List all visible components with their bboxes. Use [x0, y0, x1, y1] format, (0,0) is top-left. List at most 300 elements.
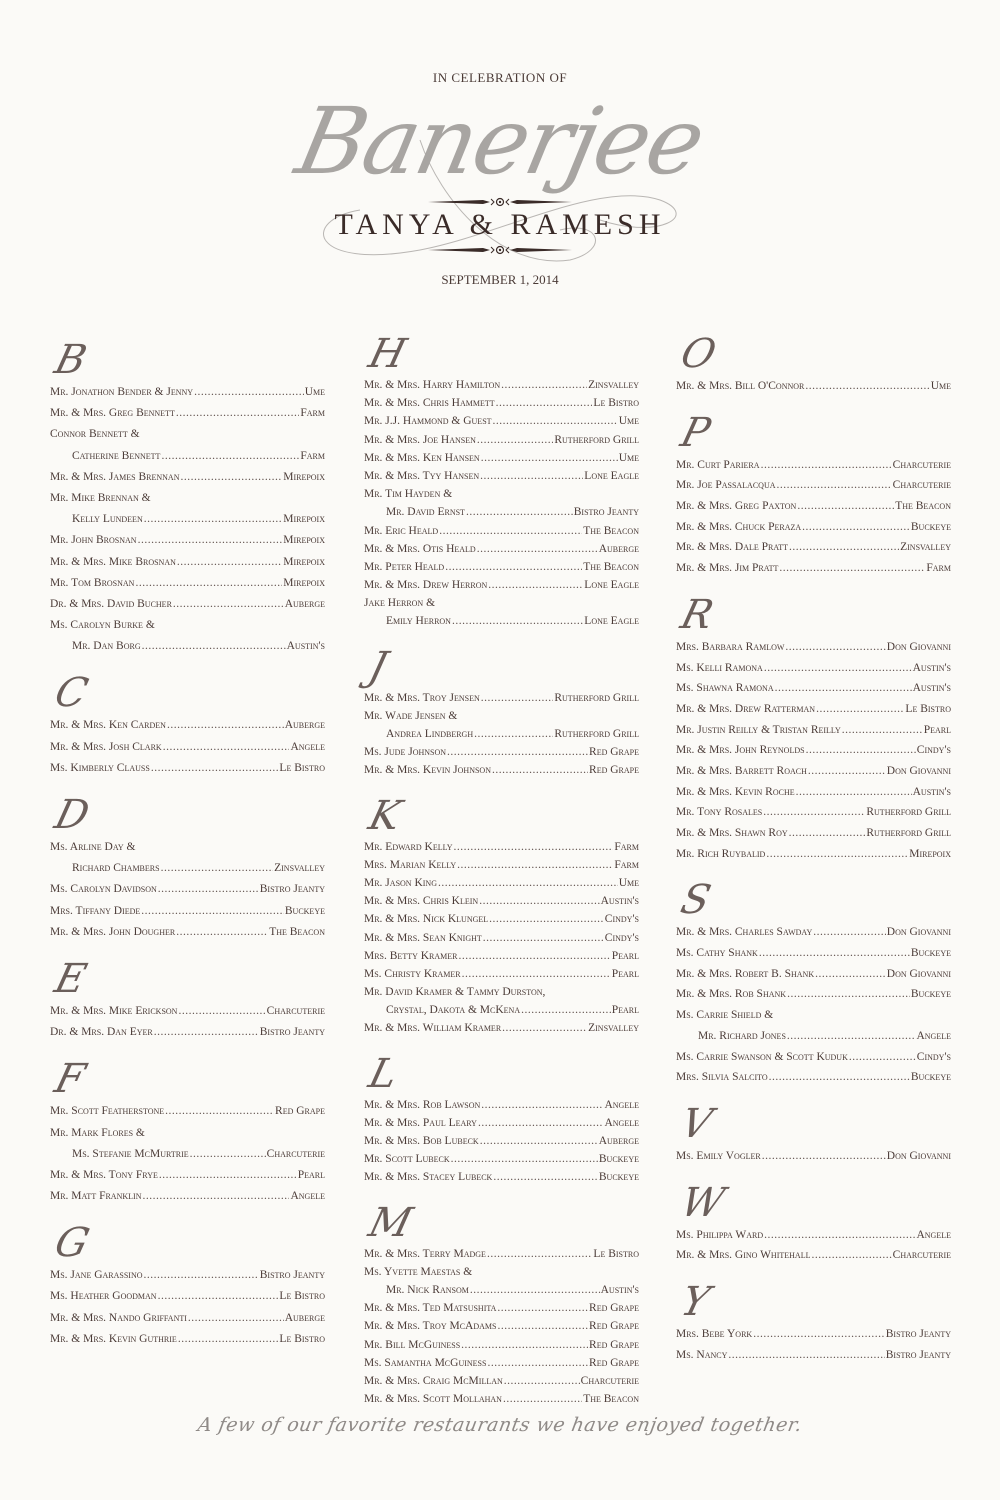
alpha-section — [676, 1181, 951, 1266]
guest-row — [50, 901, 325, 922]
guest-row — [364, 929, 639, 947]
guest-name: Mr. & Mrs. Robert B. Shank — [676, 967, 815, 980]
dot-leader — [759, 943, 910, 964]
section-initial-monogram: V — [676, 1100, 717, 1147]
dot-leader — [489, 910, 604, 928]
table-restaurant-name: Ume — [930, 380, 951, 392]
dot-leader — [501, 376, 587, 394]
table-restaurant-name: Cindy's — [916, 1050, 951, 1063]
dot-leader — [796, 782, 912, 803]
guest-row — [364, 707, 639, 725]
table-restaurant-name: Le Bistro — [593, 1247, 639, 1260]
table-restaurant-name: Angele — [916, 1029, 951, 1042]
guest-name: Mr. & Mrs. Joe Hansen — [364, 433, 476, 446]
guest-row — [50, 1101, 325, 1122]
table-restaurant-name: Zinsvalley — [588, 1022, 639, 1035]
guest-name: Mr. Tony Rosales — [676, 806, 763, 819]
table-restaurant-name: Don Giovanni — [886, 967, 951, 980]
guest-row — [676, 455, 951, 476]
dot-leader — [462, 965, 611, 983]
guest-row — [50, 573, 325, 594]
table-restaurant-name: Le Bistro — [593, 397, 639, 410]
guest-name: Mr. & Mrs. Rob Shank — [676, 988, 787, 1001]
guest-row — [676, 761, 951, 782]
guest-row — [676, 984, 951, 1005]
guest-row — [364, 983, 639, 1001]
guest-row — [676, 678, 951, 699]
guest-row — [364, 576, 639, 594]
guest-row — [676, 1324, 951, 1345]
celebration-heading: IN CELEBRATION OF — [432, 70, 568, 85]
guest-row — [364, 910, 639, 928]
dot-leader — [761, 455, 892, 476]
guest-row — [364, 522, 639, 540]
table-restaurant-name: Buckeye — [910, 947, 951, 960]
guest-row — [364, 376, 639, 394]
alpha-section — [364, 332, 639, 631]
dot-leader — [447, 743, 588, 761]
dot-leader — [478, 1114, 604, 1132]
dot-leader — [438, 874, 618, 892]
table-restaurant-name: Ume — [304, 386, 325, 398]
guest-name: Mrs. Marian Kelly — [364, 858, 457, 871]
guest-row — [364, 449, 639, 467]
dot-leader — [481, 689, 554, 707]
dot-leader — [141, 901, 284, 922]
guest-name: Ms. Stefanie McMurtrie — [72, 1147, 189, 1160]
guest-name: Mr. Bill McGuiness — [364, 1338, 461, 1351]
guest-name: Dr. & Mrs. David Bucher — [50, 597, 172, 610]
guest-row — [50, 1022, 325, 1043]
guest-name: Mr. & Mrs. Tony Frye — [50, 1168, 158, 1181]
dot-leader — [178, 1329, 279, 1350]
dot-leader — [802, 517, 910, 538]
dot-leader — [144, 509, 282, 530]
table-restaurant-name: Cindy's — [604, 913, 639, 926]
guest-row — [676, 1005, 951, 1026]
guest-name: Mr. & Mrs. Bill O'Connor — [676, 380, 805, 392]
dot-leader — [813, 922, 886, 943]
guest-row — [50, 552, 325, 573]
guest-row — [676, 1026, 951, 1047]
guest-row — [364, 540, 639, 558]
table-restaurant-name: Mirepoix — [909, 847, 951, 860]
guest-row — [364, 558, 639, 576]
table-restaurant-name: Buckeye — [910, 520, 951, 533]
table-restaurant-name: Austin's — [600, 895, 639, 908]
dot-leader — [477, 540, 598, 558]
table-restaurant-name: Farm — [300, 407, 325, 420]
guest-name: Kelly Lundeen — [72, 513, 143, 526]
dot-leader — [163, 737, 290, 758]
table-restaurant-name: Auberge — [284, 1311, 325, 1324]
guest-name: Mr. & Mrs. Mike Erickson — [50, 1004, 178, 1017]
table-restaurant-name: Angele — [290, 740, 325, 753]
guest-row — [364, 412, 639, 430]
table-restaurant-name: Zinsvalley — [274, 862, 325, 875]
dot-leader — [138, 530, 283, 551]
dot-leader — [477, 431, 553, 449]
guest-name: Ms. Christy Kramer — [364, 967, 461, 980]
dot-leader — [789, 823, 866, 844]
table-restaurant-name: Mirepoix — [283, 534, 325, 547]
guest-name: Mr. David Kramer & Tammy Durston, — [364, 986, 546, 999]
table-restaurant-name: Le Bistro — [905, 702, 951, 715]
guest-row — [50, 382, 325, 403]
table-restaurant-name: Charcuterie — [892, 479, 951, 492]
seating-column-3 — [676, 332, 951, 1379]
guest-name: Mr. & Mrs. Chris Klein — [364, 895, 479, 908]
guest-row — [364, 467, 639, 485]
dot-leader — [797, 496, 894, 517]
seating-column-2 — [364, 332, 639, 1422]
guest-name: Ms. Yvette Maestas & — [364, 1265, 473, 1278]
guest-name: Ms. Kelli Ramona — [676, 661, 763, 674]
table-restaurant-name: The Beacon — [583, 560, 639, 573]
guest-name: Ms. Heather Goodman — [50, 1290, 157, 1303]
guest-name: Mr. & Mrs. Ken Carden — [50, 719, 166, 732]
guest-row — [676, 964, 951, 985]
guest-name: Mr. & Mrs. Greg Bennett — [50, 407, 175, 420]
guest-row — [50, 615, 325, 636]
table-restaurant-name: Auberge — [284, 719, 325, 732]
table-restaurant-name: Austin's — [600, 1283, 639, 1296]
guest-name: Ms. Arline Day & — [50, 841, 136, 853]
guest-row — [676, 720, 951, 741]
guest-row — [364, 965, 639, 983]
guest-row — [364, 431, 639, 449]
guest-name: Mrs. Betty Kramer — [364, 949, 458, 962]
table-restaurant-name: Le Bistro — [279, 1332, 325, 1345]
guest-row — [364, 947, 639, 965]
guest-name: Mr. & Mrs. Mike Brosnan — [50, 555, 176, 568]
dot-leader — [173, 594, 284, 615]
table-restaurant-name: Lone Eagle — [584, 615, 639, 628]
section-initial-monogram: C — [50, 670, 93, 717]
table-restaurant-name: Rutherford Grill — [866, 806, 951, 819]
dot-leader — [487, 1354, 588, 1372]
table-restaurant-name: Bistro Jeanty — [259, 1269, 325, 1282]
dot-leader — [785, 637, 885, 658]
guest-row — [50, 1001, 325, 1022]
header — [0, 0, 1000, 300]
dot-leader — [180, 467, 282, 488]
guest-row — [364, 1150, 639, 1168]
guest-name: Mr. & Mrs. Gino Whitehall — [676, 1249, 811, 1262]
table-restaurant-name: Charcuterie — [580, 1374, 639, 1387]
dot-leader — [787, 1026, 916, 1047]
guest-name: Mr. Dan Borg — [72, 640, 141, 653]
dot-leader — [470, 1281, 600, 1299]
guest-row — [50, 467, 325, 488]
table-restaurant-name: The Beacon — [895, 500, 951, 513]
guest-row — [364, 1372, 639, 1390]
guest-row — [676, 823, 951, 844]
table-restaurant-name: The Beacon — [583, 524, 639, 537]
table-restaurant-name: Bistro Jeanty — [259, 1026, 325, 1039]
guest-row — [364, 1390, 639, 1408]
dot-leader — [161, 858, 274, 879]
guest-name: Mr. Jonathon Bender & Jenny — [50, 386, 194, 398]
top-divider-ornament-icon — [428, 196, 572, 208]
table-restaurant-name: Bistro Jeanty — [885, 1348, 951, 1361]
dot-leader — [769, 1067, 910, 1088]
dot-leader — [167, 715, 284, 736]
guest-row — [676, 699, 951, 720]
guest-row — [676, 1146, 951, 1167]
guest-row — [676, 782, 951, 803]
dot-leader — [452, 612, 583, 630]
dot-leader — [497, 1317, 588, 1335]
table-restaurant-name: Farm — [614, 840, 639, 853]
guest-row — [50, 594, 325, 615]
guest-row — [364, 1299, 639, 1317]
dot-leader — [753, 1324, 885, 1345]
couple-names: TANYA & RAMESH — [334, 208, 666, 241]
guest-row — [364, 874, 639, 892]
guest-name: Ms. Cathy Shank — [676, 947, 758, 960]
guest-row — [364, 725, 639, 743]
guest-name: Mrs. Silvia Salcito — [676, 1071, 768, 1084]
guest-row — [50, 737, 325, 758]
guest-name: Andrea Lindbergh — [386, 728, 474, 740]
guest-name: Ms. Shawna Ramona — [676, 682, 774, 695]
guest-name: Mrs. Bebe York — [676, 1327, 753, 1340]
dot-leader — [177, 552, 282, 573]
dot-leader — [492, 761, 588, 779]
dot-leader — [190, 1144, 266, 1165]
dot-leader — [487, 1245, 592, 1263]
guest-row — [50, 1329, 325, 1350]
guest-name: Mr. & Mrs. Rob Lawson — [364, 1098, 481, 1111]
dot-leader — [480, 1132, 598, 1150]
table-restaurant-name: Don Giovanni — [886, 1149, 951, 1162]
guest-name: Mr. & Mrs. Paul Leary — [364, 1116, 477, 1129]
table-restaurant-name: Don Giovanni — [886, 926, 951, 939]
dot-leader — [808, 761, 886, 782]
dot-leader — [158, 1286, 279, 1307]
guest-row — [364, 1019, 639, 1037]
guest-name: Richard Chambers — [72, 862, 160, 875]
guest-name: Mr. & Mrs. Otis Heald — [364, 542, 476, 555]
dot-leader — [763, 802, 865, 823]
dot-leader — [497, 1299, 588, 1317]
guest-name: Mr. & Mrs. Dale Pratt — [676, 541, 789, 554]
dot-leader — [806, 740, 916, 761]
guest-row — [364, 1281, 639, 1299]
guest-name: Mr. & Mrs. Chris Hammett — [364, 397, 495, 410]
table-restaurant-name: Mirepoix — [283, 513, 325, 526]
guest-row — [676, 637, 951, 658]
dot-leader — [176, 922, 268, 943]
guest-row — [364, 689, 639, 707]
section-initial-monogram: K — [364, 792, 406, 839]
guest-row — [364, 1096, 639, 1114]
guest-row — [364, 1354, 639, 1372]
dot-leader — [728, 1345, 884, 1366]
table-restaurant-name: Auberge — [284, 597, 325, 610]
dot-leader — [496, 394, 593, 412]
dot-leader — [787, 984, 910, 1005]
guest-row — [676, 517, 951, 538]
table-restaurant-name: Red Grape — [275, 1105, 325, 1118]
guest-name: Mr. & Mrs. Craig McMillan — [364, 1374, 503, 1387]
section-initial-monogram: W — [676, 1179, 729, 1226]
alpha-section — [50, 1057, 325, 1207]
section-initial-monogram: H — [364, 331, 411, 377]
guest-row — [676, 1067, 951, 1088]
section-initial-monogram: S — [676, 877, 716, 924]
alpha-section — [50, 338, 325, 657]
table-restaurant-name: Auberge — [598, 542, 639, 555]
guest-name: Mr. & Mrs. Troy Jensen — [364, 691, 480, 704]
alpha-section — [676, 878, 951, 1088]
guest-row — [364, 838, 639, 856]
dot-leader — [454, 838, 614, 856]
guest-name: Mr. Tim Hayden & — [364, 488, 453, 501]
alpha-section — [50, 1221, 325, 1350]
dot-leader — [466, 503, 573, 521]
dot-leader — [161, 446, 299, 467]
table-restaurant-name: Cindy's — [916, 744, 951, 757]
guest-row — [676, 475, 951, 496]
guest-name: Mrs. Tiffany Diede — [50, 904, 141, 917]
guest-row — [50, 1286, 325, 1307]
family-surname-script: Banerjee — [287, 88, 713, 195]
table-restaurant-name: Ume — [618, 451, 639, 464]
guest-name: Ms. Carrie Swanson & Scott Kuduk — [676, 1050, 848, 1063]
guest-name: Mr. Edward Kelly — [364, 840, 453, 853]
table-restaurant-name: Pearl — [611, 1004, 639, 1017]
table-restaurant-name: Lone Eagle — [584, 579, 639, 592]
guest-row — [50, 1165, 325, 1186]
guest-row — [50, 715, 325, 736]
guest-row — [50, 837, 325, 858]
table-restaurant-name: Bistro Jeanty — [885, 1327, 951, 1340]
guest-name: Mr. & Mrs. Kevin Guthrie — [50, 1332, 177, 1345]
dot-leader — [135, 573, 282, 594]
guest-row — [676, 496, 951, 517]
alpha-section — [676, 1280, 951, 1365]
table-restaurant-name: Red Grape — [589, 1338, 639, 1351]
table-restaurant-name: Mirepoix — [283, 555, 325, 568]
table-restaurant-name: Zinsvalley — [900, 541, 951, 554]
section-initial-monogram: M — [364, 1199, 417, 1246]
table-restaurant-name: Angele — [916, 1228, 951, 1241]
guest-row — [50, 1265, 325, 1286]
table-restaurant-name: Don Giovanni — [886, 640, 951, 653]
guest-name: Jake Herron & — [364, 597, 436, 610]
guest-name: Mr. Mike Brennan & — [50, 491, 151, 504]
dot-leader — [483, 929, 604, 947]
alpha-section — [50, 793, 325, 943]
guest-row — [364, 1245, 639, 1263]
table-restaurant-name: Buckeye — [910, 1071, 951, 1084]
table-restaurant-name: Auberge — [598, 1135, 639, 1147]
guest-name: Ms. Jude Johnson — [364, 746, 447, 759]
guest-name: Mr. Scott Lubeck — [364, 1153, 450, 1166]
guest-name: Mr. Rich Ruybalid — [676, 847, 766, 860]
guest-name: Mr. & Mrs. Harry Hamilton — [364, 379, 501, 391]
table-restaurant-name: Charcuterie — [266, 1004, 325, 1017]
guest-row — [364, 743, 639, 761]
section-initial-monogram: E — [50, 955, 91, 1002]
table-restaurant-name: Cindy's — [604, 931, 639, 944]
table-restaurant-name: Charcuterie — [892, 1249, 951, 1262]
guest-name: Mr. & Mrs. John Reynolds — [676, 744, 805, 757]
guest-name: Ms. Carrie Shield & — [676, 1009, 774, 1022]
dot-leader — [762, 1146, 886, 1167]
guest-name: Ms. Carolyn Davidson — [50, 883, 157, 896]
guest-name: Mr. & Mrs. Shawn Roy — [676, 827, 788, 839]
guest-row — [50, 636, 325, 657]
table-restaurant-name: Mirepoix — [283, 470, 325, 483]
guest-name: Mr. & Mrs. Troy McAdams — [364, 1320, 497, 1333]
guest-row — [50, 879, 325, 900]
guest-name: Ms. Samantha McGuiness — [364, 1356, 487, 1369]
guest-name: Mr. Eric Heald — [364, 524, 439, 537]
alpha-section — [50, 671, 325, 779]
guest-name: Mr. & Mrs. Scott Mollahan — [364, 1393, 502, 1406]
table-restaurant-name: Angele — [290, 1190, 325, 1203]
guest-name: Mr. & Mrs. Terry Madge — [364, 1247, 486, 1260]
guest-row — [364, 394, 639, 412]
alpha-section — [364, 1052, 639, 1187]
dot-leader — [144, 1265, 259, 1286]
table-restaurant-name: Lone Eagle — [584, 469, 639, 482]
guest-row — [364, 1001, 639, 1019]
table-restaurant-name: Angele — [604, 1116, 639, 1129]
seating-column-1 — [50, 338, 325, 1364]
table-restaurant-name: Buckeye — [598, 1153, 639, 1166]
guest-name: Mr. & Mrs. Kevin Johnson — [364, 764, 491, 777]
table-restaurant-name: Don Giovanni — [886, 764, 951, 777]
alpha-section — [676, 1102, 951, 1167]
table-restaurant-name: Pearl — [923, 723, 951, 736]
table-restaurant-name: Rutherford Grill — [554, 728, 639, 740]
dot-leader — [789, 537, 899, 558]
guest-name: Mr. & Mrs. Ken Hansen — [364, 451, 480, 464]
dot-leader — [766, 844, 908, 865]
alpha-section — [364, 645, 639, 780]
guest-name: Mr. & Mrs. Sean Knight — [364, 931, 482, 944]
guest-row — [50, 758, 325, 779]
guest-name: Mr. Wade Jensen & — [364, 709, 458, 722]
guest-row — [50, 1308, 325, 1329]
section-initial-monogram: G — [50, 1220, 94, 1267]
dot-leader — [154, 1022, 259, 1043]
guest-name: Mr. Mark Flores & — [50, 1126, 145, 1139]
table-restaurant-name: Ume — [618, 876, 639, 889]
section-initial-monogram: R — [676, 591, 718, 638]
guest-name: Connor Bennett & — [50, 428, 140, 441]
alpha-section — [364, 794, 639, 1038]
dot-leader — [502, 1019, 587, 1037]
guest-row — [50, 509, 325, 530]
dot-leader — [779, 558, 925, 579]
dot-leader — [777, 475, 892, 496]
section-initial-monogram: J — [364, 643, 392, 690]
guest-row — [50, 403, 325, 424]
guest-name: Mr. & Mrs. Chuck Peraza — [676, 520, 802, 533]
guest-name: Emily Herron — [386, 615, 451, 628]
guest-row — [50, 858, 325, 879]
table-restaurant-name: Pearl — [297, 1168, 325, 1181]
guest-name: Mr. & Mrs. James Brennan — [50, 470, 180, 483]
dot-leader — [165, 1101, 274, 1122]
bottom-divider-ornament-icon — [428, 244, 572, 256]
table-restaurant-name: Ume — [618, 415, 639, 428]
